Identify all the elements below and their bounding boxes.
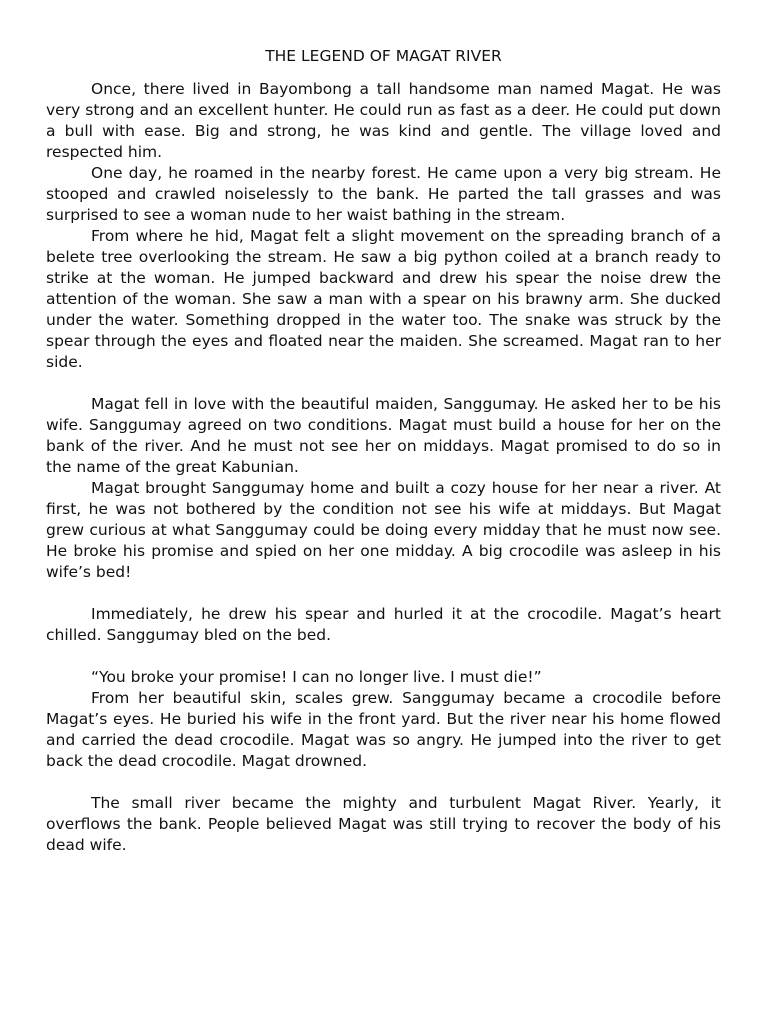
paragraph-spacer [46, 646, 721, 667]
paragraph-spacer [46, 583, 721, 604]
paragraph-5: Magat brought Sanggumay home and built a cozy house for her near a river. At first, he was not bothered by the condition not see his wife at middays. But Magat grew curious at what Sanggumay could be doing every midday that he must now see. He broke his promise and spied on her one midday. A big crocodile was asleep in his wife’s bed! [46, 479, 721, 581]
paragraph-2: One day, he roamed in the nearby forest. He came upon a very big stream. He stooped and crawled noiselessly to the bank. He parted the tall grasses and was surprised to see a woman nude to her waist bathing in the stream. [46, 164, 721, 224]
paragraph-spacer [46, 373, 721, 394]
paragraph-4: Magat fell in love with the beautiful maiden, Sanggumay. He asked her to be his wife. Sanggumay agreed on two conditions. Magat must build a house for her on the bank of the river. And he must not see her on middays. Magat promised to do so in the name of the great Kabunian. [46, 395, 721, 476]
document-page [46, 46, 721, 856]
paragraph-7-quote: “You broke your promise! I can no longer live. I must die!” [91, 668, 542, 686]
paragraph-8: From her beautiful skin, scales grew. Sanggumay became a crocodile before Magat’s eyes. He buried his wife in the front yard. But the river near his home flowed and carried the dead crocodile. Magat was so angry. He jumped into the river to get back the dead crocodile. Magat drowned. [46, 689, 721, 770]
paragraph-spacer [46, 772, 721, 793]
paragraph-6: Immediately, he drew his spear and hurled it at the crocodile. Magat’s heart chilled. Sanggumay bled on the bed. [46, 605, 721, 644]
document-title: THE LEGEND OF MAGAT RIVER [265, 47, 502, 65]
paragraph-1: Once, there lived in Bayombong a tall handsome man named Magat. He was very strong and an excellent hunter. He could run as fast as a deer. He could put down a bull with ease. Big and strong, he was kind and gentle. The village loved and respected him. [46, 80, 721, 161]
paragraph-3: From where he hid, Magat felt a slight movement on the spreading branch of a belete tree overlooking the stream. He saw a big python coiled at a branch ready to strike at the woman. He jumped backward and drew his spear the noise drew the attention of the woman. She saw a man with a spear on his brawny arm. She ducked under the water. Something dropped in the water too. The snake was struck by the spear through the eyes and floated near the maiden. She screamed. Magat ran to her side. [46, 227, 721, 371]
paragraph-9: The small river became the mighty and turbulent Magat River. Yearly, it overflows the bank. People believed Magat was still trying to recover the body of his dead wife. [46, 794, 721, 854]
